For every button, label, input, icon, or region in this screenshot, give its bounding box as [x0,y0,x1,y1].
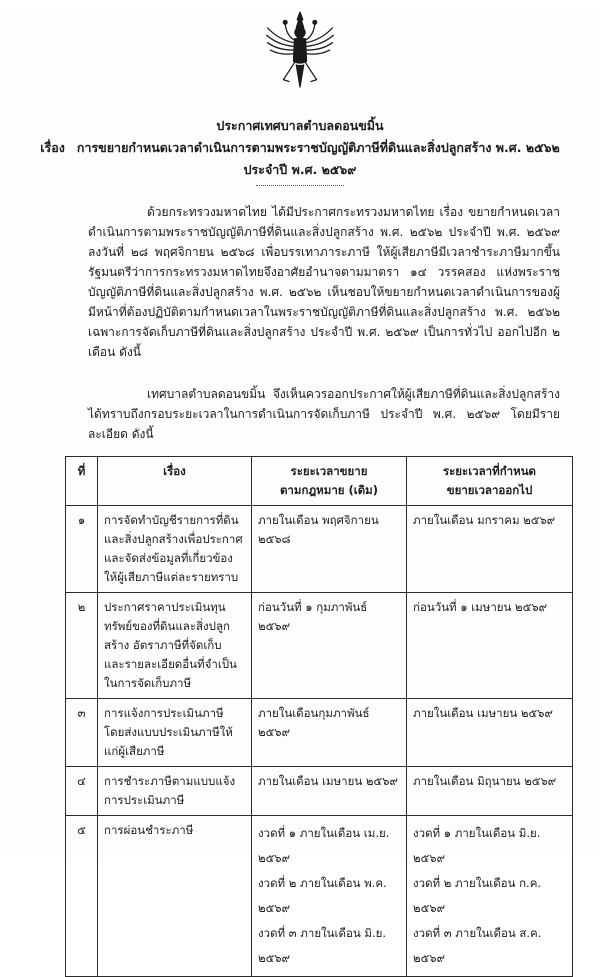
deadline-table [65,456,573,977]
body-paragraph: เทศบาลตำบลดอนขมิ้น จึงเห็นควรออกประกาศให้ผู้เสียภาษีที่ดินและสิ่งปลูกสร้างได้ทราบถึงกรอบระยะเวลาในการดำเนินการจัดเก็บภาษี ประจำปี พ.ศ. ๒๕๖๙ โดยมีรายละเอียด ดังนี้ [88,387,560,441]
row-extended-deadline [407,816,573,977]
row-subject: การแจ้งการประเมินภาษี โดยส่งแบบประเมินภาษีให้แก่ผู้เสียภาษี [98,699,252,767]
deadline-text: ภายในเดือน เมษายน ๒๕๖๙ [258,774,398,788]
row-subject: การจัดทำบัญชีรายการที่ดินและสิ่งปลูกสร้างเพื่อประกาศ และจัดส่งข้อมูลที่เกี่ยวข้องให้ผู้เสียภาษีแต่ละรายทราบ [98,506,252,593]
row-subject: ประกาศราคาประเมินทุนทรัพย์ของที่ดินและสิ่งปลูกสร้าง อัตราภาษีที่จัดเก็บ และรายละเอียดอื่นที่จำเป็นในการจัดเก็บภาษี [98,593,252,699]
installment-text: งวดที่ ๒ ภายในเดือน ก.ค. ๒๕๖๙ [413,876,542,915]
row-extended-deadline [407,506,573,593]
garuda-emblem [263,9,337,93]
row-subject: การผ่อนชำระภาษี [98,816,252,977]
body-paragraph: ด้วยกระทรวงมหาดไทย ได้มีประกาศกระทรวงมหาดไทย เรื่อง ขยายกำหนดเวลาดำเนินการตามพระราชบัญญัติภาษีที่ดินและสิ่งปลูกสร้าง พ.ศ. ๒๕๖๒ ประจำปี พ.ศ. ๒๕๖๙ ลงวันที่ ๒๘ พฤศจิกายน ๒๕๖๘ เพื่อบรรเทาภาระภาษี ให้ผู้เสียภาษีมีเวลาชำระภาษีมากขึ้น รัฐมนตรีว่าการกระทรวงมหาดไทยจึงอาศัยอำนาจตามมาตรา ๑๔ วรรคสอง แห่งพระราชบัญญัติภาษีที่ดินและสิ่งปลูกสร้าง พ.ศ. ๒๕๖๒ เห็นชอบให้ขยายกำหนดเวลาดำเนินการของผู้มีหน้าที่ต้องปฏิบัติตามกำหนดเวลาในพระราชบัญญัติภาษีที่ดินและสิ่งปลูกสร้าง พ.ศ. ๒๕๖๒ เฉพาะการจัดเก็บภาษีที่ดินและสิ่งปลูกสร้าง ประจำปี พ.ศ. ๒๕๖๙ เป็นการทั่วไป ออกไปอีก ๒ เดือน ดังนี้ [88,205,560,359]
announcement-page [0,9,600,965]
row-extended-deadline [407,767,573,816]
subject-label: เรื่อง [40,140,65,155]
announcement-subject-line [30,137,570,159]
row-extended-deadline [407,593,573,699]
header-original-deadline [252,457,407,506]
installment-text: งวดที่ ๓ ภายในเดือน ส.ค. ๒๕๖๙ [413,926,542,965]
row-number: ๓ [66,699,98,767]
row-extended-deadline [407,699,573,767]
row-number: ๑ [66,506,98,593]
deadline-text: ภายในเดือน มิถุนายน ๒๕๖๙ [413,774,557,788]
row-number: ๕ [66,816,98,977]
header-extended-deadline [407,457,573,506]
row-original-deadline [252,593,407,699]
installment-text: งวดที่ ๒ ภายในเดือน พ.ค. ๒๕๖๙ [258,876,387,915]
row-original-deadline [252,699,407,767]
installment-text: งวดที่ ๓ ภายในเดือน มิ.ย. ๒๕๖๙ [258,926,386,965]
header-no: ที่ [66,457,98,506]
deadline-text: ภายในเดือน พฤศจิกายน ๒๕๖๘ [258,513,379,546]
header-subject: เรื่อง [98,457,252,506]
row-original-deadline [252,506,407,593]
installment-text: งวดที่ ๑ ภายในเดือน เม.ย. ๒๕๖๙ [258,826,390,865]
fiscal-year: ประจำปี พ.ศ. ๒๕๖๙ [243,162,357,177]
table-row [66,506,573,593]
announcement-title: ประกาศเทศบาลตำบลดอนขมิ้น [216,118,384,133]
title-separator [256,185,344,186]
subject-text: การขยายกำหนดเวลาดำเนินการตามพระราชบัญญัติภาษีที่ดินและสิ่งปลูกสร้าง พ.ศ. ๒๕๖๒ [76,140,560,155]
deadline-text: ก่อนวันที่ ๑ เมษายน ๒๕๖๙ [413,600,548,614]
table-row [66,593,573,699]
announcement-heading [0,115,600,181]
deadline-text: ภายในเดือน เมษายน ๒๕๖๙ [413,706,553,720]
table-row [66,767,573,816]
deadline-text: ภายในเดือนกุมภาพันธ์ ๒๕๖๙ [258,706,370,739]
table-header-row [66,457,573,506]
deadline-text: ภายในเดือน มกราคม ๒๕๖๙ [413,513,556,527]
row-number: ๒ [66,593,98,699]
announcement-body [88,202,560,444]
table-row [66,816,573,977]
row-number: ๔ [66,767,98,816]
row-original-deadline [252,767,407,816]
table-row [66,699,573,767]
header-extended-line: ขยายเวลาออกไป [446,483,533,497]
installment-text: งวดที่ ๑ ภายในเดือน มิ.ย. ๒๕๖๙ [413,826,541,865]
deadline-text: ก่อนวันที่ ๑ กุมภาพันธ์ ๒๕๖๙ [258,600,368,633]
row-original-deadline [252,816,407,977]
header-extended-line: ระยะเวลาที่กำหนด [442,464,537,478]
header-original-line: ตามกฎหมาย (เดิม) [279,483,379,497]
header-original-line: ระยะเวลาขยาย [290,464,368,478]
row-subject: การชำระภาษีตามแบบแจ้งการประเมินภาษี [98,767,252,816]
